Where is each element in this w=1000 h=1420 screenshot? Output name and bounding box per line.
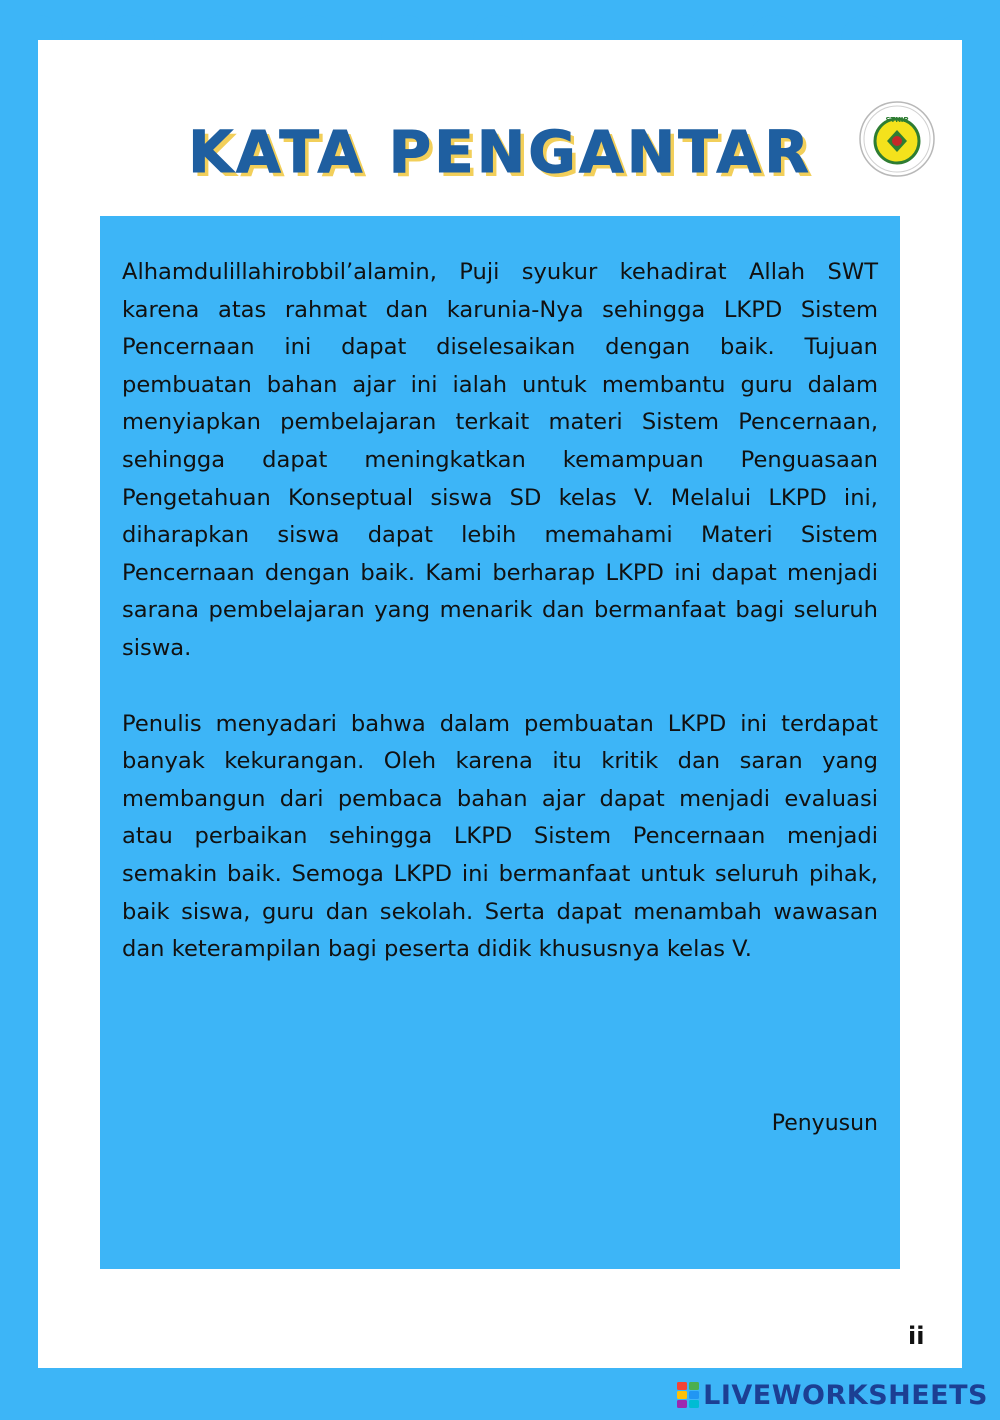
- signature: Penyusun: [771, 1111, 878, 1136]
- page-number: ii: [908, 1322, 925, 1350]
- watermark-text: LIVEWORKSHEETS: [703, 1379, 988, 1411]
- logo-label: STKIP: [885, 116, 909, 124]
- liveworksheets-logo-icon: [677, 1382, 699, 1408]
- preface-text: [122, 254, 878, 1007]
- institution-logo: [858, 100, 936, 178]
- page-title: KATA PENGANTAR: [188, 118, 812, 186]
- paragraph-2: Penulis menyadari bahwa dalam pembuatan LKPD ini terdapat banyak kekurangan. Oleh karena itu kritik dan saran yang membangun dari pembaca bahan ajar dapat menjadi evaluasi atau perbaikan sehingga LKPD Sistem Pencernaan menjadi semakin baik. Semoga LKPD ini bermanfaat untuk seluruh pihak, baik siswa, guru dan sekolah. Serta dapat menambah wawasan dan keterampilan bagi peserta didik khususnya kelas V.: [122, 710, 878, 963]
- content-box: [100, 216, 900, 1269]
- liveworksheets-watermark[interactable]: [677, 1378, 988, 1412]
- paragraph-1: Alhamdulillahirobbil’alamin, Puji syukur kehadirat Allah SWT karena atas rahmat dan karunia-Nya sehingga LKPD Sistem Pencernaan ini dapat diselesaikan dengan baik. Tujuan pembuatan bahan ajar ini ialah untuk membantu guru dalam menyiapkan pembelajaran terkait materi Sistem Pencernaan, sehingga dapat meningkatkan kemampuan Penguasaan Pengetahuan Konseptual siswa SD kelas V. Melalui LKPD ini, diharapkan siswa dapat lebih memahami Materi Sistem Pencernaan dengan baik. Kami berharap LKPD ini dapat menjadi sarana pembelajaran yang menarik dan bermanfaat bagi seluruh siswa.: [122, 259, 878, 661]
